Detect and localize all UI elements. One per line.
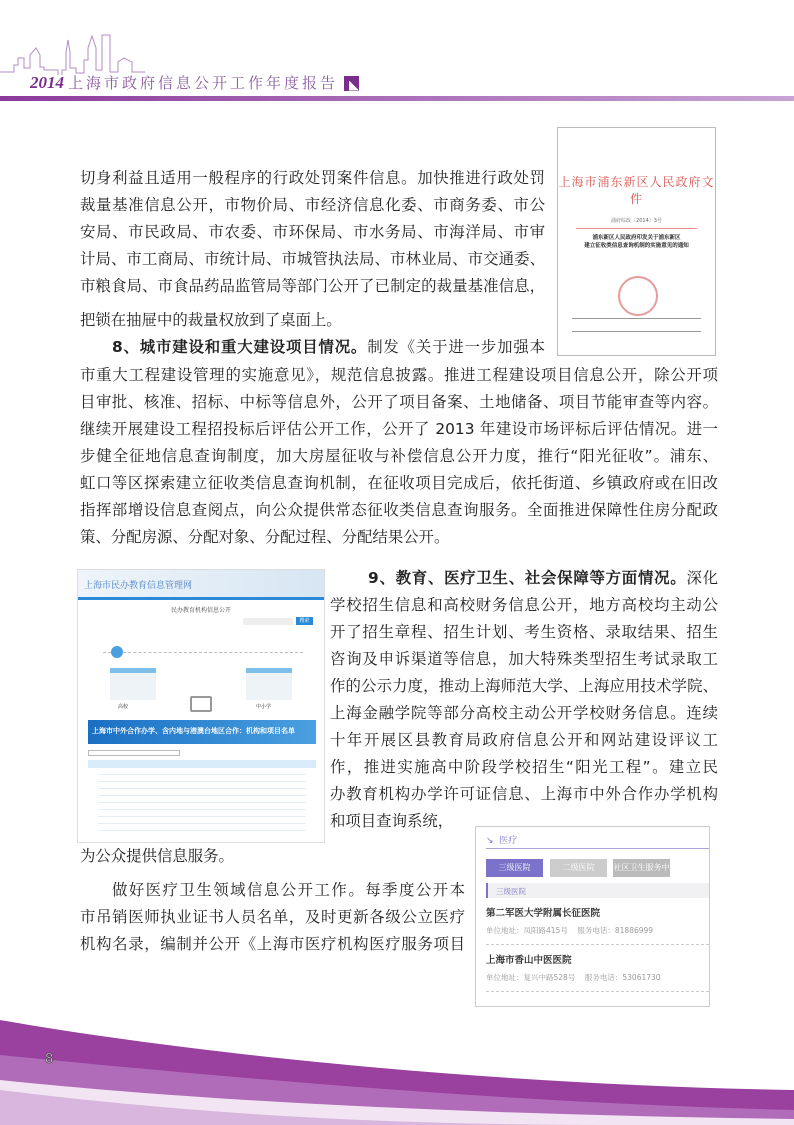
tab-tier2[interactable]: 二级医院	[550, 859, 607, 877]
section-label: 医疗	[499, 836, 518, 846]
header-logo-mark	[344, 76, 359, 91]
report-title	[30, 74, 338, 92]
text-line: 虹口等区探索建立征收类信息查询机制，在征收项目完成后，依托街道、乡镇政府或在旧改	[80, 474, 718, 492]
hospital-item[interactable]	[486, 905, 709, 945]
cooperation-banner: 上海市中外合作办学、含内地与港澳台地区合作：机构和项目名单	[88, 720, 316, 744]
text-line: 策、分配房源、分配对象、分配过程、分配结果公开。	[80, 528, 450, 546]
report-year: 2014	[30, 73, 64, 92]
search-input	[243, 618, 293, 625]
text-line: 市重大工程建设管理的实施意见》，规范信息披露。推进工程建设项目信息公开，除公开项	[80, 366, 718, 384]
text-line: 安局、市民政局、市农委、市环保局、市水务局、市海洋局、市审	[80, 223, 545, 241]
table-row	[98, 768, 306, 775]
text-line: 做好医疗卫生领域信息公开工作。每季度公开本	[112, 881, 465, 899]
table-row	[98, 803, 306, 810]
computer-icon	[190, 696, 212, 712]
text-line: 指挥部增设信息查阅点，向公众提供常态征收类信息查询服务。全面推进保障性住房分配政	[80, 501, 718, 519]
arrow-icon: ↘	[486, 836, 494, 846]
document-title: 上海市浦东新区人民政府文件	[558, 175, 715, 206]
text-line: 切身利益且适用一般程序的行政处罚案件信息。加快推进行政处罚	[80, 169, 545, 187]
site-title: 上海市民办教育信息管理网	[78, 570, 324, 600]
institution-table	[88, 760, 316, 843]
table-header	[88, 760, 316, 768]
government-document-image	[557, 127, 716, 356]
step-icon	[111, 646, 123, 658]
divider	[576, 228, 697, 229]
section-8-first-line	[112, 337, 545, 357]
category-card	[246, 668, 292, 700]
hospital-name[interactable]: 上海市香山中医医院	[486, 955, 572, 966]
text-line: 计局、市工商局、市统计局、市城管执法局、市林业局、市交通委、	[80, 250, 545, 268]
hospital-address: 单位地址：复兴中路528号	[486, 973, 576, 982]
text-span: 深化	[686, 569, 718, 587]
category-card	[110, 668, 156, 700]
section-9-heading: 9、教育、医疗卫生、社会保障等方面情况。	[368, 569, 687, 587]
text-line: 作，推进实施高中阶段学校招生“阳光工程”。建立民	[330, 758, 718, 776]
step-line	[103, 652, 303, 653]
site-subtitle: 民办教育机构信息公开	[170, 607, 231, 614]
table-row	[98, 817, 306, 824]
hospital-address: 单位地址：凤阳路415号	[486, 926, 568, 935]
text-line: 办教育机构办学许可证信息、上海市中外合作办学机构	[330, 785, 718, 803]
text-line: 目审批、核准、招标、中标等信息外，公开了项目备案、土地储备、项目节能审查等内容。	[80, 393, 718, 411]
table-row	[98, 782, 306, 789]
text-line: 市吊销医师执业证书人员名单，及时更新各级公立医疗	[80, 908, 465, 926]
text-line: 上海金融学院等部分高校主动公开学校财务信息。连续	[330, 704, 718, 722]
document-subject	[558, 234, 715, 250]
hospital-phone: 服务电话：53061730	[584, 973, 661, 982]
table-row	[98, 824, 306, 831]
table-row	[98, 789, 306, 796]
document-footer	[572, 318, 701, 332]
text-span: 制发《关于进一步加强本	[367, 338, 545, 356]
report-header	[30, 74, 359, 92]
subhead: 三级医院	[486, 883, 709, 898]
table-row	[98, 796, 306, 803]
official-seal	[618, 276, 658, 316]
search-button: 搜索	[296, 617, 313, 625]
search-input	[88, 750, 180, 756]
section-8-heading: 8、城市建设和重大建设项目情况。	[112, 338, 368, 356]
document-number: 浦府综改〔2014〕3号	[611, 218, 662, 224]
hospital-item[interactable]	[486, 952, 709, 992]
text-line: 继续开展建设工程招投标后评估公开工作，公开了 2013 年建设市场评标后评估情况。进一	[80, 420, 718, 438]
table-row	[98, 810, 306, 817]
hospital-phone: 服务电话：81886999	[577, 926, 654, 935]
text-line: 为公众提供信息服务。	[80, 847, 234, 865]
section-9-first-line	[368, 568, 718, 588]
text-line: 机构名录，编制并公开《上海市医疗机构医疗服务项目	[80, 935, 465, 953]
subject-line: 浦东新区人民政府印发关于浦东新区	[592, 235, 681, 241]
section-header	[486, 833, 709, 849]
tab-tier3[interactable]: 三级医院	[486, 859, 543, 877]
skyline-decoration	[0, 30, 150, 75]
text-line: 开了招生章程、招生计划、考生资格、录取结果、招生	[330, 623, 718, 641]
text-line: 咨询及申诉渠道等信息，加大特殊类型招生考试录取工	[330, 650, 718, 668]
text-line: 学校招生信息和高校财务信息公开，地方高校均主动公	[330, 596, 718, 614]
text-line: 作的公示力度，推动上海师范大学、上海应用技术学院、	[330, 677, 718, 695]
footer-wave-decoration	[0, 1015, 794, 1125]
category-label: 中小学	[256, 704, 272, 710]
text-line: 把锁在抽屉中的裁量权放到了桌面上。	[80, 311, 342, 329]
header-divider	[0, 96, 794, 101]
text-line: 市粮食局、市食品药品监管局等部门公开了已制定的裁量基准信息，	[80, 277, 545, 295]
medical-institutions-panel	[475, 826, 710, 1007]
text-line: 步健全征地信息查询制度，加大房屋征收与补偿信息公开力度，推行“阳光征收”。浦东、	[80, 447, 718, 465]
hospital-name[interactable]: 第二军医大学附属长征医院	[486, 908, 601, 919]
subject-line: 建立征收类信息查询机制的实施意见的通知	[584, 243, 689, 249]
report-title-text: 上海市政府信息公开工作年度报告	[68, 74, 339, 92]
page-number: 8	[45, 1052, 54, 1067]
category-label: 高校	[118, 704, 129, 710]
education-website-screenshot	[77, 569, 325, 843]
table-row	[98, 775, 306, 782]
text-line: 十年开展区县教育局政府信息公开和网站建设评议工	[330, 731, 718, 749]
text-line: 裁量基准信息公开，市物价局、市经济信息化委、市商务委、市公	[80, 196, 545, 214]
tab-community[interactable]: 社区卫生服务中	[613, 859, 670, 877]
text-line: 和项目查询系统，	[330, 812, 454, 830]
